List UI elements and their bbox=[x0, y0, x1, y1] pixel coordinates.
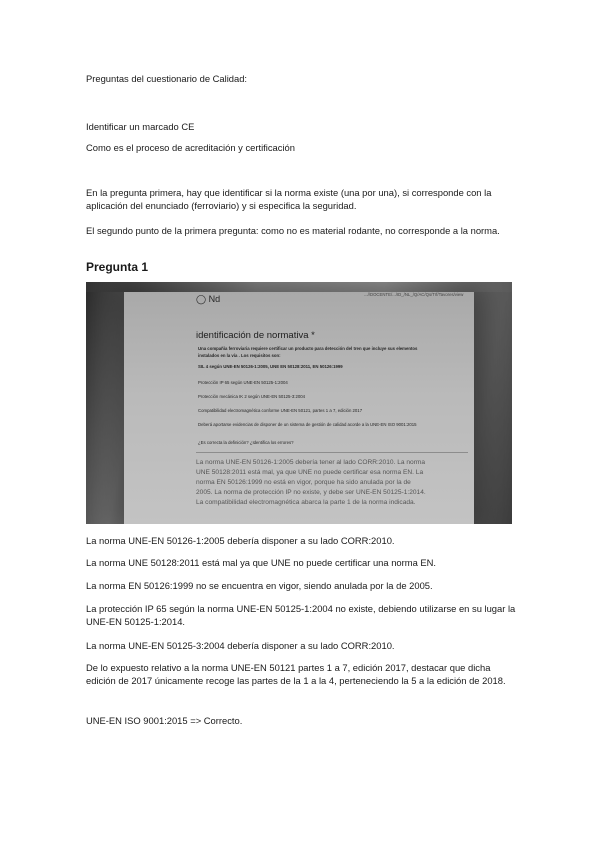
answer-line-1: La norma UNE-EN 50126-1:2005 debería disponer a su lado CORR:2010. bbox=[86, 535, 395, 546]
photo-line-1: SIL 4 según UNE-EN 50126-1:2005, UNE EN 50128:2011, EN 50126:1999 bbox=[198, 364, 343, 369]
item-acreditacion: Como es el proceso de acreditación y certificación bbox=[86, 142, 295, 153]
answer-line-6: De lo expuesto relativo a la norma UNE-EN 50121 partes 1 a 7, edición 2017, destacar que dicha edición de 2017 únicamente recoge las partes de la 1 a la 4, perteneciendo la 5 a la edición de 2018. bbox=[86, 662, 506, 686]
photo-answer-line-3: norma EN 50126:1999 no está en vigor, porque ha sido anulada por la de bbox=[196, 479, 411, 486]
paragraph-second-point: El segundo punto de la primera pregunta: como no es material rodante, no corresponde a la norma. bbox=[86, 225, 500, 236]
photo-form-title: identificación de normativa * bbox=[196, 330, 315, 341]
photo-answer-line-1: La norma UNE-EN 50126-1:2005 debería tener al lado CORR:2010. La norma bbox=[196, 459, 426, 466]
photo-line-3: Protección mecánica IK 2 según UNE-EN 50125-3:2004 bbox=[198, 394, 306, 399]
photo-line-2: Protección IP 65 según UNE-EN 50125-1:2004 bbox=[198, 380, 288, 385]
photo-intro-1: Una compañía ferroviaria requiere certificar un producto para detección del tren que incluye sus elementos bbox=[198, 346, 418, 351]
photo-radio-option: ◯ Nd bbox=[196, 294, 221, 304]
photo-line-5: Deberá aportarse evidencias de disponer de un sistema de gestión de calidad acorde a la UNE-EN ISO 9001:2015 bbox=[198, 422, 417, 427]
photo-line-4: Compatibilidad electromagnética conforme UNE-EN 50121, partes 1 a 7, edición 2017 bbox=[198, 408, 363, 413]
answer-line-7: UNE-EN ISO 9001:2015 => Correcto. bbox=[86, 715, 243, 726]
photo-answer-line-2: UNE 50128:2011 está mal, ya que UNE no puede certificar esa norma EN. La bbox=[196, 469, 424, 476]
questionnaire-photo bbox=[86, 282, 512, 524]
photo-form-sheet bbox=[124, 292, 474, 524]
photo-radio-label: Nd bbox=[208, 294, 221, 304]
photo-answer-line-5: La compatibilidad electromagnética abarca la parte 1 de la norma indicada. bbox=[196, 499, 416, 506]
photo-intro-2: instalados en la vía . Los requisitos son: bbox=[198, 353, 281, 358]
answer-line-2: La norma UNE 50128:2011 está mal ya que UNE no puede certificar una norma EN. bbox=[86, 557, 437, 568]
photo-line-6: ¿Es correcta la definición? ¿Identifica los errores? bbox=[198, 440, 294, 445]
item-marcado-ce: Identificar un marcado CE bbox=[86, 121, 195, 132]
answer-line-5: La norma UNE-EN 50125-3:2004 debería disponer a su lado CORR:2010. bbox=[86, 640, 395, 651]
paragraph-first-question: En la pregunta primera, hay que identificar si la norma existe (una por una), si corresponde con la aplicación del enunciado (ferroviario) y si especifica la seguridad. bbox=[86, 187, 492, 211]
photo-answer-line-4: 2005. La norma de protección IP no existe, y debe ser UNE-EN 50125-1:2014. bbox=[196, 489, 426, 496]
photo-separator bbox=[196, 452, 468, 453]
document-heading-line: Preguntas del cuestionario de Calidad: bbox=[86, 73, 248, 84]
photo-url-text: ...//DOCENTE/.../ID_/NL_/Q/AC/Qs/Trf/Tavores/view bbox=[364, 292, 464, 297]
answer-line-4: La protección IP 65 según la norma UNE-EN 50125-1:2004 no existe, debiendo utilizarse en su lugar la UNE-EN 50125-1:2014. bbox=[86, 603, 516, 627]
photo-top-strip bbox=[86, 282, 512, 292]
answer-line-3: La norma EN 50126:1999 no se encuentra en vigor, siendo anulada por la de 2005. bbox=[86, 580, 433, 591]
section-heading-pregunta-1: Pregunta 1 bbox=[86, 260, 149, 274]
